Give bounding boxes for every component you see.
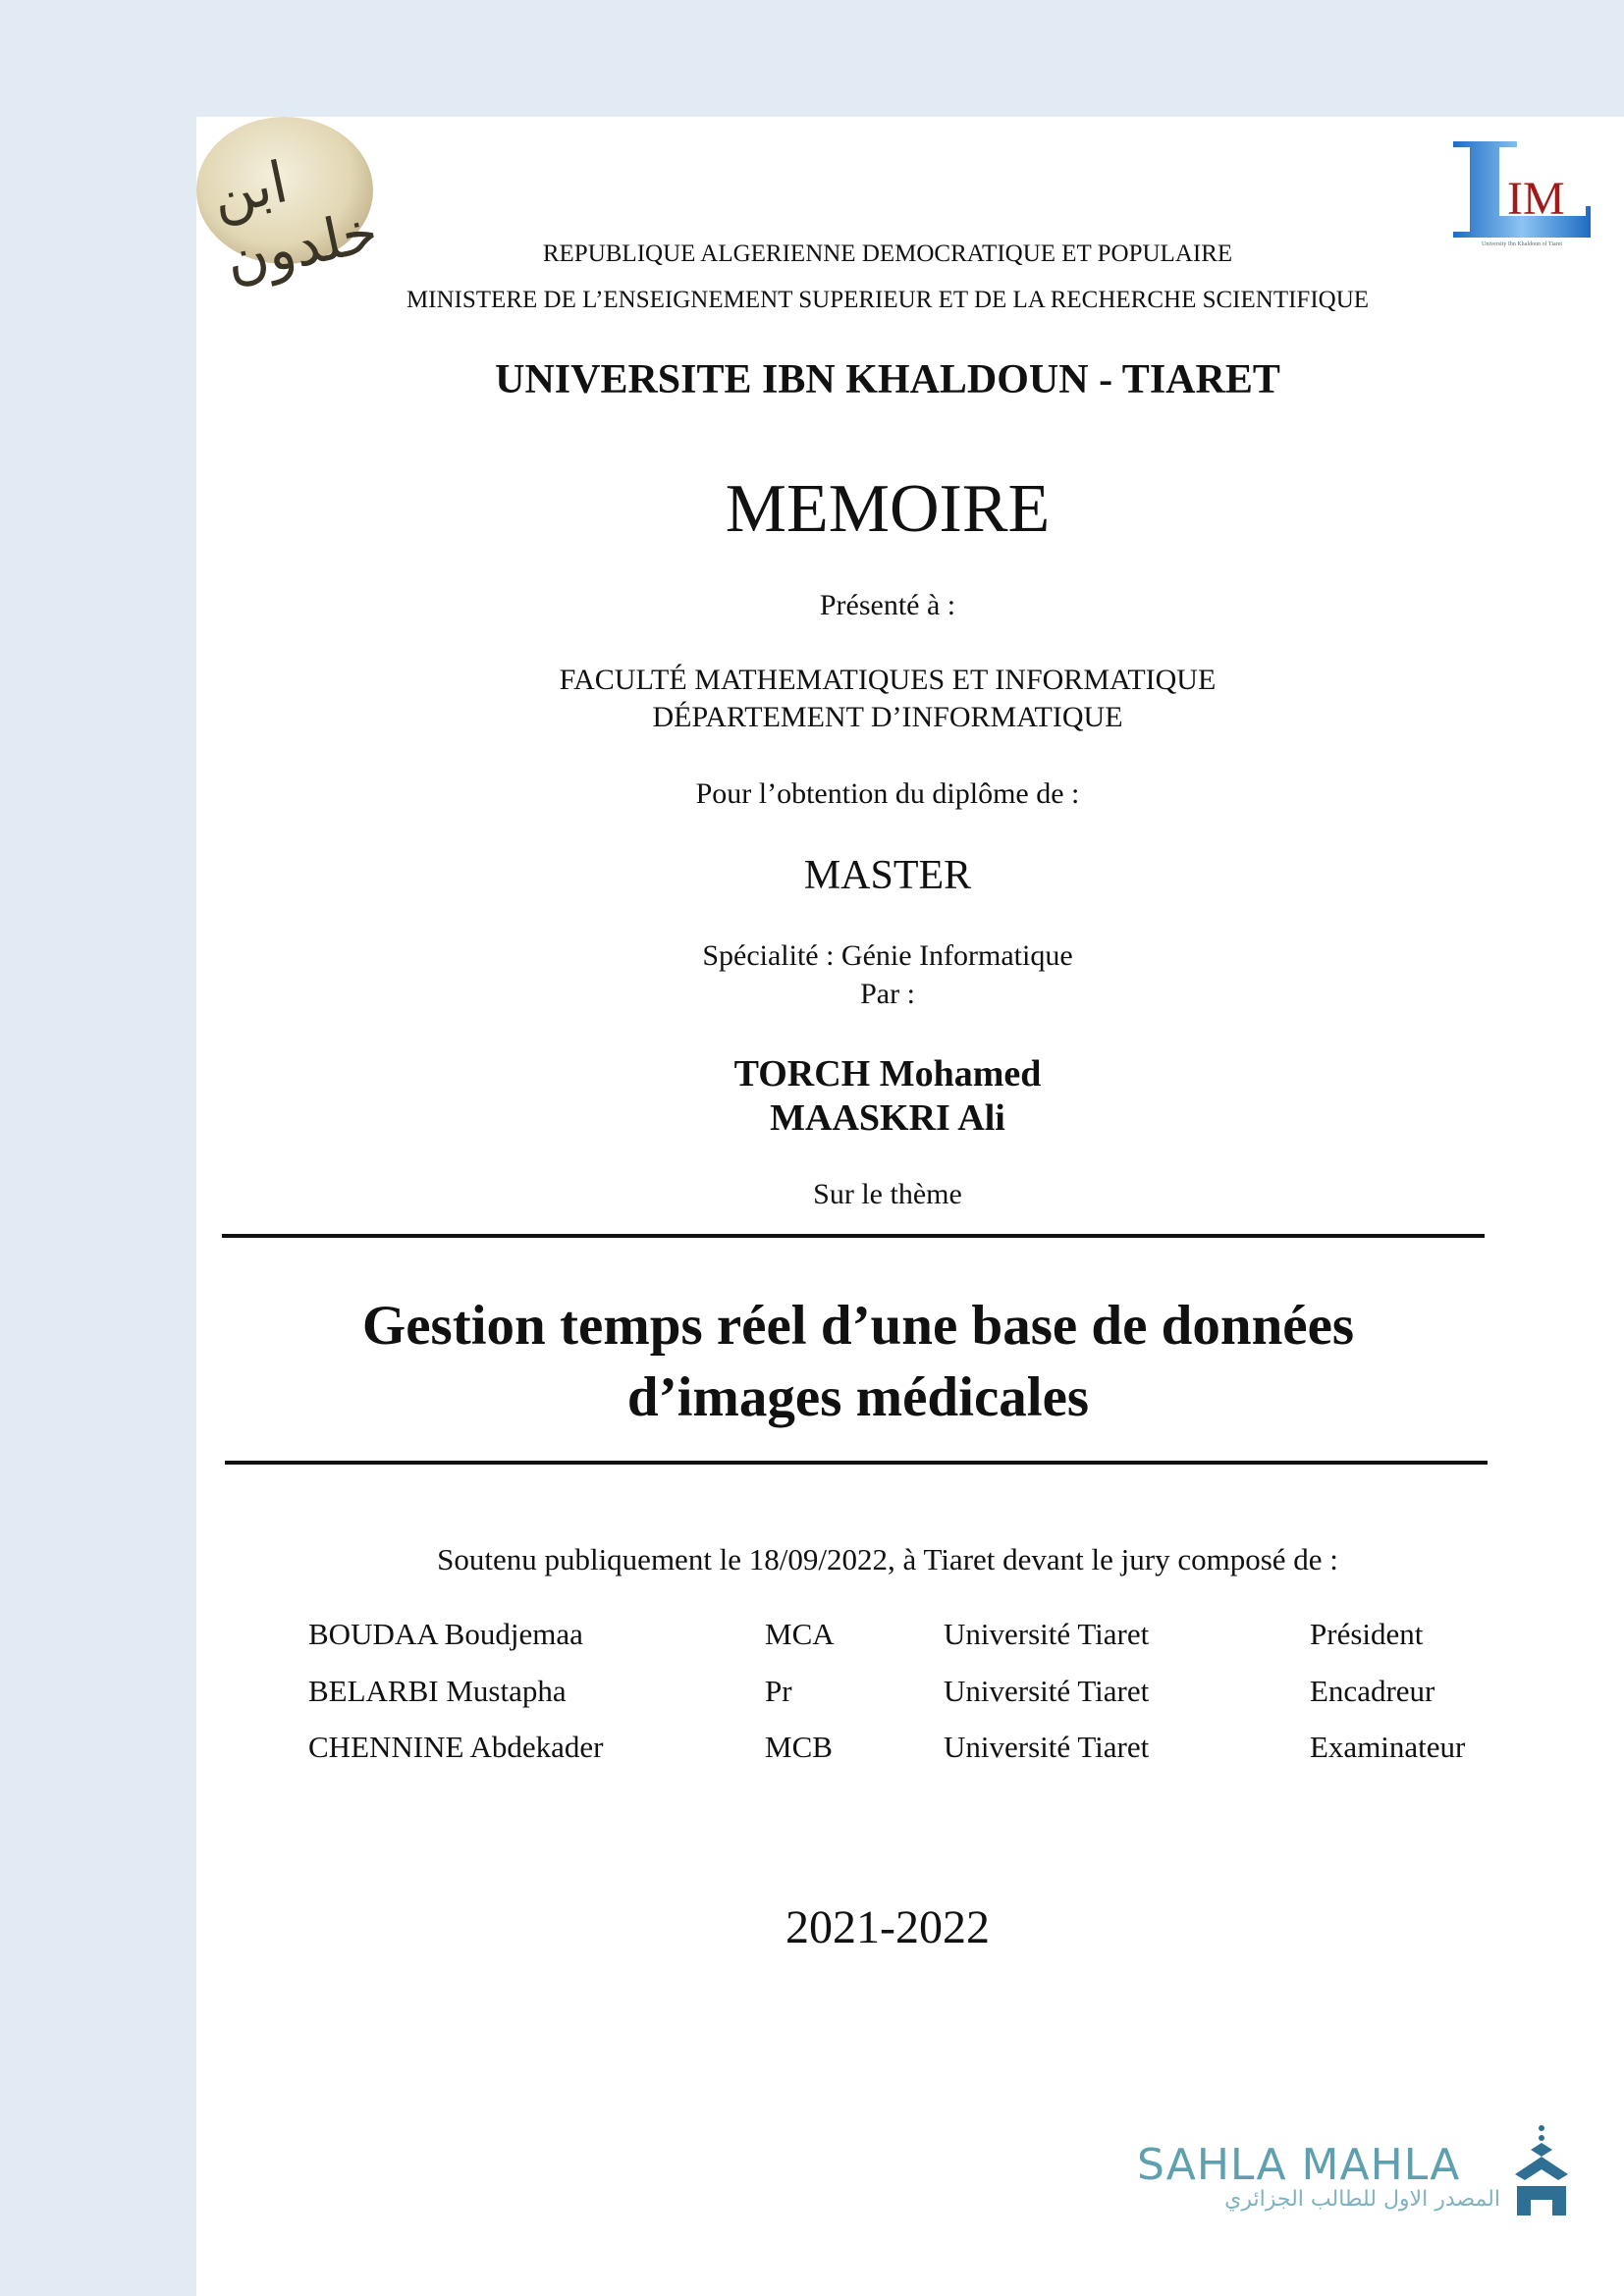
- jury-grade: MCA: [765, 1617, 835, 1651]
- divider: [225, 1461, 1488, 1465]
- jury-name: BOUDAA Boudjemaa: [308, 1617, 583, 1651]
- jury-name: BELARBI Mustapha: [308, 1674, 567, 1708]
- sahla-mahla-brand: SAHLA MAHLA: [1137, 2140, 1461, 2190]
- academic-year: 2021-2022: [785, 1901, 990, 1953]
- diploma-intro: Pour l’obtention du diplôme de :: [695, 777, 1080, 810]
- svg-text:IM: IM: [1507, 173, 1565, 225]
- republic-line: REPUBLIQUE ALGERIENNE DEMOCRATIQUE ET POPULAIRE: [542, 240, 1233, 267]
- author: TORCH Mohamed: [733, 1053, 1042, 1095]
- divider: [222, 1234, 1485, 1238]
- author: MAASKRI Ali: [770, 1097, 1005, 1139]
- sahla-mahla-emblem-icon: [1507, 2123, 1576, 2217]
- theme-intro: Sur le thème: [813, 1178, 962, 1210]
- jury-institution: Université Tiaret: [944, 1617, 1150, 1651]
- presented-to: Présenté à :: [819, 589, 956, 621]
- jury-role: Examinateur: [1310, 1730, 1466, 1764]
- speciality: Spécialité : Génie Informatique: [702, 939, 1073, 972]
- thesis-title-line: d’images médicales: [626, 1366, 1090, 1428]
- university-name: UNIVERSITE IBN KHALDOUN - TIARET: [495, 357, 1280, 402]
- defense-statement: Soutenu publiquement le 18/09/2022, à Tiaret devant le jury composé de :: [437, 1542, 1338, 1576]
- document-type: MEMOIRE: [725, 471, 1051, 547]
- jury-role: Président: [1310, 1617, 1424, 1651]
- jury-grade: MCB: [765, 1730, 833, 1764]
- university-seal-logo: ابن خلدون: [196, 117, 373, 264]
- jury-grade: Pr: [765, 1674, 792, 1708]
- ministry-line: MINISTERE DE L’ENSEIGNEMENT SUPERIEUR ET DE LA RECHERCHE SCIENTIFIQUE: [406, 287, 1370, 313]
- sahla-mahla-tagline: المصدر الاول للطالب الجزائري: [1224, 2187, 1500, 2212]
- jury-role: Encadreur: [1310, 1674, 1435, 1708]
- jury-institution: Université Tiaret: [944, 1730, 1150, 1764]
- svg-text:University Ibn Khaldoun of Tia: University Ibn Khaldoun of Tiaret: [1482, 241, 1562, 247]
- jury-institution: Université Tiaret: [944, 1674, 1150, 1708]
- department: DÉPARTEMENT D’INFORMATIQUE: [652, 701, 1123, 733]
- faculty: FACULTÉ MATHEMATIQUES ET INFORMATIQUE: [559, 664, 1217, 696]
- diploma: MASTER: [803, 853, 972, 898]
- thesis-title-line: Gestion temps réel d’une base de données: [361, 1295, 1355, 1357]
- jury-name: CHENNINE Abdekader: [308, 1730, 604, 1764]
- lim-lab-logo: [1448, 137, 1596, 247]
- by-label: Par :: [860, 978, 915, 1010]
